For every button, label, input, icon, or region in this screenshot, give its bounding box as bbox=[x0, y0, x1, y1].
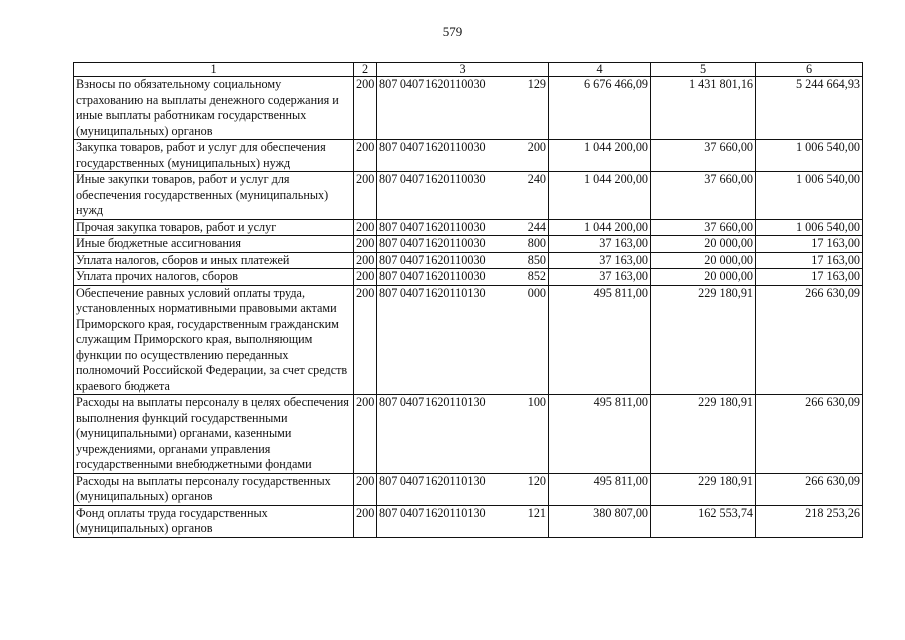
spacer bbox=[457, 253, 528, 269]
expense-type-code: 121 bbox=[527, 505, 546, 520]
amount-col4: 37 163,00 bbox=[549, 269, 651, 286]
expense-name: Расходы на выплаты персоналу государственных (муниципальных) органов bbox=[74, 473, 354, 505]
table-row bbox=[74, 252, 863, 269]
amount-col4: 37 163,00 bbox=[549, 252, 651, 269]
target-code: 1620110130 bbox=[425, 505, 486, 520]
target-code: 1620110030 bbox=[425, 269, 486, 283]
section-code: 0407 bbox=[399, 236, 425, 250]
amount-col5: 1 431 801,16 bbox=[651, 77, 756, 140]
section-code: 0407 bbox=[399, 285, 425, 300]
header-cell-4: 4 bbox=[549, 63, 651, 77]
code-col2: 200 bbox=[354, 473, 377, 505]
spacer bbox=[457, 220, 528, 236]
amount-col4: 1 044 200,00 bbox=[549, 172, 651, 220]
table-row bbox=[74, 473, 863, 505]
section-code: 0407 bbox=[399, 473, 425, 488]
expense-type-code: 800 bbox=[527, 236, 546, 250]
ved-code: 807 bbox=[379, 77, 398, 91]
ved-code: 807 bbox=[379, 252, 398, 267]
expense-name: Прочая закупка товаров, работ и услуг bbox=[74, 219, 354, 236]
expense-type-code: 120 bbox=[527, 473, 546, 488]
amount-col5: 20 000,00 bbox=[651, 252, 756, 269]
expense-type-code: 244 bbox=[527, 219, 546, 234]
table-row bbox=[74, 269, 863, 286]
budget-code bbox=[377, 236, 549, 253]
expense-type-code: 200 bbox=[527, 140, 546, 154]
spacer bbox=[457, 172, 528, 188]
table-row bbox=[74, 505, 863, 537]
amount-col5: 37 660,00 bbox=[651, 140, 756, 172]
amount-col4: 37 163,00 bbox=[549, 236, 651, 253]
expense-name: Уплата прочих налогов, сборов bbox=[74, 269, 354, 286]
header-row bbox=[74, 63, 863, 77]
code-col2: 200 bbox=[354, 505, 377, 537]
amount-col4: 1 044 200,00 bbox=[549, 219, 651, 236]
amount-col4: 495 811,00 bbox=[549, 285, 651, 395]
ved-code: 807 bbox=[379, 219, 398, 234]
amount-col4: 495 811,00 bbox=[549, 473, 651, 505]
table-row bbox=[74, 219, 863, 236]
section-code: 0407 bbox=[399, 395, 425, 409]
budget-code bbox=[377, 252, 549, 269]
amount-col6: 266 630,09 bbox=[756, 285, 863, 395]
code-col2: 200 bbox=[354, 252, 377, 269]
expense-type-code: 000 bbox=[527, 285, 546, 300]
budget-code bbox=[377, 172, 549, 220]
ved-code: 807 bbox=[379, 140, 398, 154]
spacer bbox=[457, 140, 528, 156]
amount-col4: 1 044 200,00 bbox=[549, 140, 651, 172]
amount-col5: 229 180,91 bbox=[651, 395, 756, 474]
amount-col5: 37 660,00 bbox=[651, 172, 756, 220]
target-code: 1620110030 bbox=[425, 140, 486, 154]
amount-col4: 495 811,00 bbox=[549, 395, 651, 474]
expense-type-code: 852 bbox=[527, 269, 546, 283]
expense-type-code: 240 bbox=[527, 172, 546, 186]
budget-code bbox=[377, 140, 549, 172]
expense-type-code: 850 bbox=[527, 252, 546, 267]
header-cell-5: 5 bbox=[651, 63, 756, 77]
target-code: 1620110130 bbox=[425, 285, 486, 300]
header-cell-2: 2 bbox=[354, 63, 377, 77]
target-code: 1620110030 bbox=[425, 172, 486, 186]
section-code: 0407 bbox=[399, 77, 425, 91]
code-col2: 200 bbox=[354, 172, 377, 220]
spacer bbox=[457, 506, 528, 522]
target-code: 1620110030 bbox=[425, 77, 486, 91]
amount-col6: 5 244 664,93 bbox=[756, 77, 863, 140]
budget-code bbox=[377, 505, 549, 537]
amount-col5: 20 000,00 bbox=[651, 236, 756, 253]
code-col2: 200 bbox=[354, 285, 377, 395]
table-row bbox=[74, 395, 863, 474]
amount-col4: 6 676 466,09 bbox=[549, 77, 651, 140]
section-code: 0407 bbox=[399, 269, 425, 283]
code-col2: 200 bbox=[354, 236, 377, 253]
expense-name: Взносы по обязательному социальному страхованию на выплаты денежного содержания и иные выплаты работникам государственных (муниципальных) органов bbox=[74, 77, 354, 140]
ved-code: 807 bbox=[379, 269, 398, 283]
amount-col6: 17 163,00 bbox=[756, 269, 863, 286]
amount-col5: 37 660,00 bbox=[651, 219, 756, 236]
amount-col5: 229 180,91 bbox=[651, 473, 756, 505]
amount-col6: 266 630,09 bbox=[756, 395, 863, 474]
target-code: 1620110030 bbox=[425, 219, 486, 234]
section-code: 0407 bbox=[399, 505, 425, 520]
spacer bbox=[457, 269, 528, 285]
section-code: 0407 bbox=[399, 219, 425, 234]
expense-name: Обеспечение равных условий оплаты труда, установленных нормативными правовыми актами Приморского края, государственным гражданским служащим Приморского края, выполняющим функции по осуществлению переданных полномочий Российской Федерации, за счет средств краевого бюджета bbox=[74, 285, 354, 395]
spacer bbox=[457, 395, 528, 411]
code-col2: 200 bbox=[354, 77, 377, 140]
expense-name: Иные бюджетные ассигнования bbox=[74, 236, 354, 253]
table-row bbox=[74, 77, 863, 140]
amount-col6: 1 006 540,00 bbox=[756, 172, 863, 220]
code-col2: 200 bbox=[354, 395, 377, 474]
budget-code bbox=[377, 77, 549, 140]
header-cell-1: 1 bbox=[74, 63, 354, 77]
amount-col6: 1 006 540,00 bbox=[756, 140, 863, 172]
section-code: 0407 bbox=[399, 172, 425, 186]
header-cell-6: 6 bbox=[756, 63, 863, 77]
amount-col5: 229 180,91 bbox=[651, 285, 756, 395]
expense-type-code: 100 bbox=[527, 395, 546, 409]
ved-code: 807 bbox=[379, 473, 398, 488]
table-row bbox=[74, 140, 863, 172]
spacer bbox=[457, 77, 528, 93]
amount-col6: 17 163,00 bbox=[756, 252, 863, 269]
header-cell-3: 3 bbox=[377, 63, 549, 77]
spacer bbox=[457, 236, 528, 252]
spacer bbox=[457, 474, 528, 490]
ved-code: 807 bbox=[379, 395, 398, 409]
amount-col6: 266 630,09 bbox=[756, 473, 863, 505]
expense-name: Уплата налогов, сборов и иных платежей bbox=[74, 252, 354, 269]
code-col2: 200 bbox=[354, 219, 377, 236]
target-code: 1620110030 bbox=[425, 236, 486, 250]
expense-name: Иные закупки товаров, работ и услуг для обеспечения государственных (муниципальных) нужд bbox=[74, 172, 354, 220]
code-col2: 200 bbox=[354, 140, 377, 172]
section-code: 0407 bbox=[399, 252, 425, 267]
budget-code bbox=[377, 473, 549, 505]
target-code: 1620110130 bbox=[425, 395, 486, 409]
amount-col4: 380 807,00 bbox=[549, 505, 651, 537]
ved-code: 807 bbox=[379, 505, 398, 520]
table-row bbox=[74, 285, 863, 395]
amount-col5: 20 000,00 bbox=[651, 269, 756, 286]
amount-col6: 1 006 540,00 bbox=[756, 219, 863, 236]
section-code: 0407 bbox=[399, 140, 425, 154]
ved-code: 807 bbox=[379, 285, 398, 300]
budget-code bbox=[377, 395, 549, 474]
budget-code bbox=[377, 269, 549, 286]
amount-col5: 162 553,74 bbox=[651, 505, 756, 537]
page-number: 579 bbox=[442, 24, 463, 39]
expense-type-code: 129 bbox=[527, 77, 546, 91]
budget-code bbox=[377, 219, 549, 236]
code-col2: 200 bbox=[354, 269, 377, 286]
expense-name: Расходы на выплаты персоналу в целях обеспечения выполнения функций государственными (муниципальными) органами, казенными учреждениями, органами управления государственными внебюджетными фондами bbox=[74, 395, 354, 474]
expense-name: Закупка товаров, работ и услуг для обеспечения государственных (муниципальных) нужд bbox=[74, 140, 354, 172]
spacer bbox=[457, 286, 528, 302]
ved-code: 807 bbox=[379, 172, 398, 186]
table-row bbox=[74, 172, 863, 220]
budget-code bbox=[377, 285, 549, 395]
target-code: 1620110130 bbox=[425, 473, 486, 488]
table-row bbox=[74, 236, 863, 253]
ved-code: 807 bbox=[379, 236, 398, 250]
budget-table bbox=[73, 62, 863, 538]
expense-name: Фонд оплаты труда государственных (муниципальных) органов bbox=[74, 505, 354, 537]
amount-col6: 17 163,00 bbox=[756, 236, 863, 253]
target-code: 1620110030 bbox=[425, 252, 486, 267]
amount-col6: 218 253,26 bbox=[756, 505, 863, 537]
